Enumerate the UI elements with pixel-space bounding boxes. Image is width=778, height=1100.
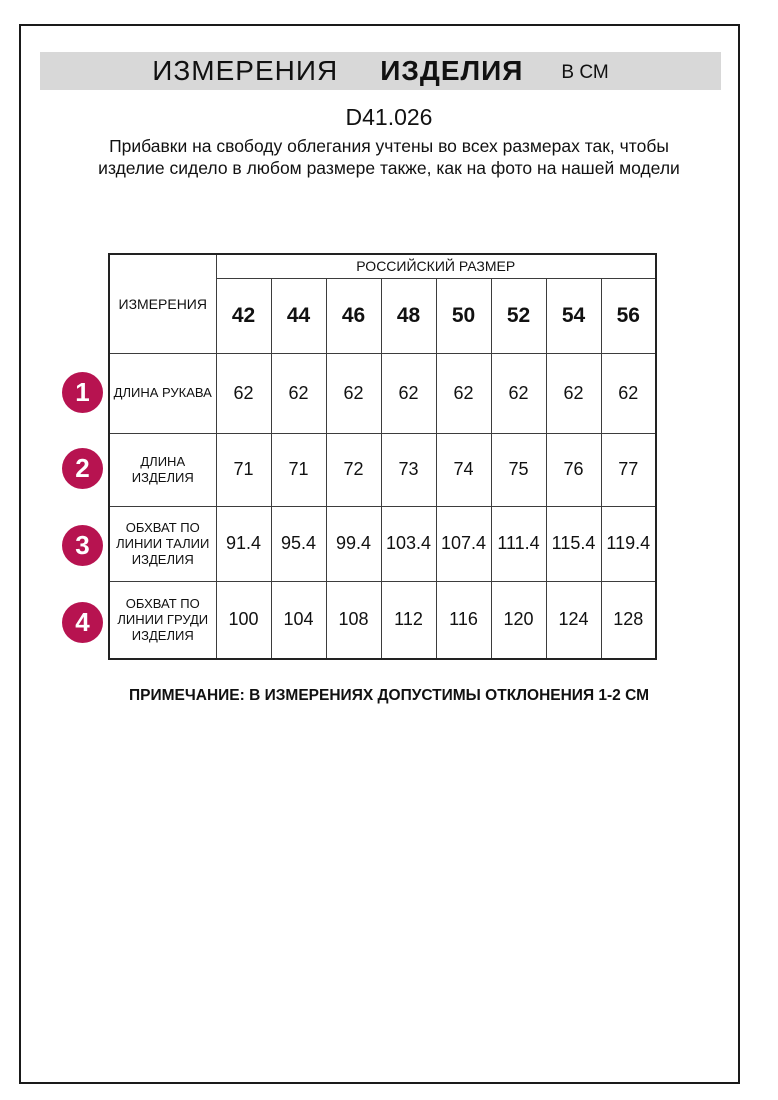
value-cell: 116 bbox=[436, 581, 491, 659]
size-header-cell: 52 bbox=[491, 278, 546, 353]
row-number-badge-1 bbox=[62, 372, 103, 413]
size-header-cell: 42 bbox=[216, 278, 271, 353]
value-cell: 107.4 bbox=[436, 506, 491, 581]
value-cell: 111.4 bbox=[491, 506, 546, 581]
size-header-cell: 54 bbox=[546, 278, 601, 353]
size-header-cell: 46 bbox=[326, 278, 381, 353]
measurements-column-header: ИЗМЕРЕНИЯ bbox=[109, 254, 216, 353]
table-row-garment-length bbox=[109, 433, 656, 506]
value-cell: 108 bbox=[326, 581, 381, 659]
title-units: В СМ bbox=[561, 61, 609, 83]
row-label: ОБХВАТ ПО ЛИНИИ ТАЛИИ ИЗДЕЛИЯ bbox=[109, 506, 216, 581]
title-bar bbox=[40, 52, 721, 90]
title-product: ИЗДЕЛИЯ bbox=[380, 55, 524, 86]
row-label: ОБХВАТ ПО ЛИНИИ ГРУДИ ИЗДЕЛИЯ bbox=[109, 581, 216, 659]
badge-number: 3 bbox=[75, 530, 90, 560]
value-cell: 95.4 bbox=[271, 506, 326, 581]
badge-number: 4 bbox=[75, 607, 90, 637]
value-cell: 62 bbox=[436, 353, 491, 433]
row-number-badge-2 bbox=[62, 448, 103, 489]
value-cell: 76 bbox=[546, 433, 601, 506]
value-cell: 62 bbox=[601, 353, 656, 433]
size-header-cell: 50 bbox=[436, 278, 491, 353]
value-cell: 62 bbox=[326, 353, 381, 433]
description-text: Прибавки на свободу облегания учтены во всех размерах так, чтобы изделие сидело в любом размере также, как на фото на нашей модели bbox=[98, 136, 680, 178]
value-cell: 74 bbox=[436, 433, 491, 506]
value-cell: 100 bbox=[216, 581, 271, 659]
value-cell: 128 bbox=[601, 581, 656, 659]
row-number-badge-4 bbox=[62, 602, 103, 643]
value-cell: 91.4 bbox=[216, 506, 271, 581]
size-header-cell: 48 bbox=[381, 278, 436, 353]
value-cell: 62 bbox=[381, 353, 436, 433]
value-cell: 104 bbox=[271, 581, 326, 659]
value-cell: 62 bbox=[271, 353, 326, 433]
row-number-badge-3 bbox=[62, 525, 103, 566]
product-code: D41.026 bbox=[345, 104, 433, 130]
size-group-header: РОССИЙСКИЙ РАЗМЕР bbox=[216, 254, 656, 278]
value-cell: 99.4 bbox=[326, 506, 381, 581]
value-cell: 71 bbox=[271, 433, 326, 506]
value-cell: 103.4 bbox=[381, 506, 436, 581]
size-header-cell: 56 bbox=[601, 278, 656, 353]
value-cell: 77 bbox=[601, 433, 656, 506]
value-cell: 62 bbox=[546, 353, 601, 433]
value-cell: 119.4 bbox=[601, 506, 656, 581]
row-label: ДЛИНА РУКАВА bbox=[109, 353, 216, 433]
value-cell: 71 bbox=[216, 433, 271, 506]
row-label: ДЛИНА ИЗДЕЛИЯ bbox=[109, 433, 216, 506]
value-cell: 112 bbox=[381, 581, 436, 659]
badge-number: 2 bbox=[75, 453, 90, 483]
note-text: ПРИМЕЧАНИЕ: В ИЗМЕРЕНИЯХ ДОПУСТИМЫ ОТКЛОНЕНИЯ 1-2 СМ bbox=[128, 687, 650, 704]
value-cell: 73 bbox=[381, 433, 436, 506]
badge-number: 1 bbox=[75, 377, 90, 407]
table-row-chest-girth bbox=[109, 581, 656, 659]
size-header-cell: 44 bbox=[271, 278, 326, 353]
value-cell: 62 bbox=[491, 353, 546, 433]
size-table bbox=[108, 253, 657, 660]
value-cell: 72 bbox=[326, 433, 381, 506]
value-cell: 120 bbox=[491, 581, 546, 659]
value-cell: 75 bbox=[491, 433, 546, 506]
table-row-waist-girth bbox=[109, 506, 656, 581]
value-cell: 124 bbox=[546, 581, 601, 659]
value-cell: 62 bbox=[216, 353, 271, 433]
value-cell: 115.4 bbox=[546, 506, 601, 581]
table-row-sleeve-length bbox=[109, 353, 656, 433]
table-header-row bbox=[109, 254, 656, 278]
title-measurements: ИЗМЕРЕНИЯ bbox=[152, 55, 339, 86]
